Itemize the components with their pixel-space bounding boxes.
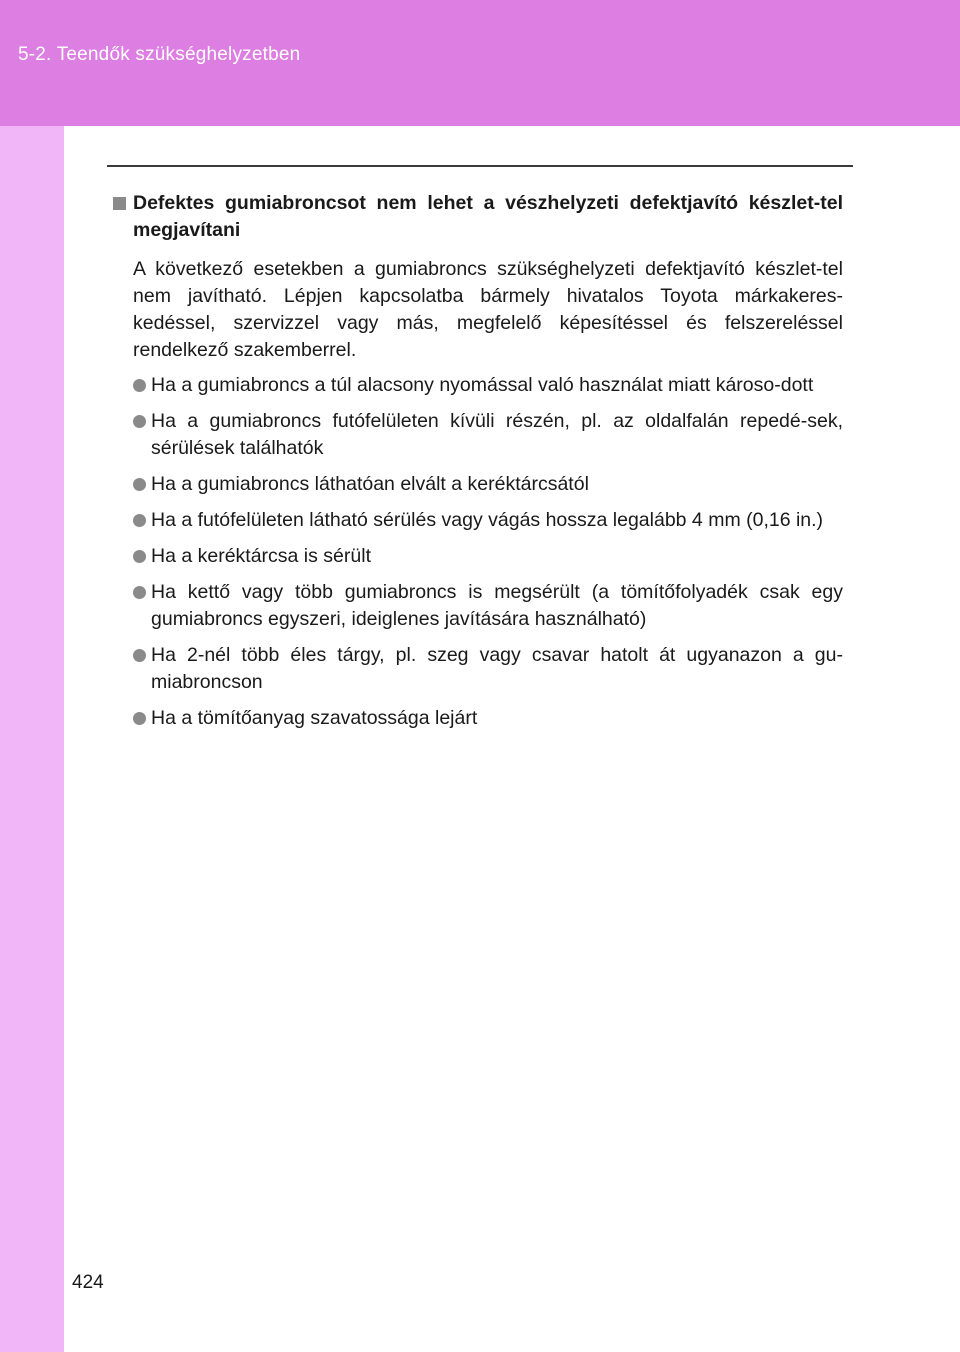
list-item [133,507,843,534]
list-item-text: Ha kettő vagy több gumiabroncs is megsérült (a tömítőfolyadék csak egy gumiabroncs egyszeri, ideiglenes javítására használható) [151,581,843,630]
list-item [133,372,843,399]
circle-bullet-icon [133,514,146,527]
list-item-text: Ha 2-nél több éles tárgy, pl. szeg vagy csavar hatolt át ugyanazon a gu-miabroncson [151,644,843,693]
circle-bullet-icon [133,478,146,491]
section-divider [107,165,853,167]
circle-bullet-icon [133,379,146,392]
header-band [0,0,960,126]
list-item [133,705,843,732]
circle-bullet-icon [133,712,146,725]
square-bullet-icon [113,197,126,210]
list-item-text: Ha a keréktárcsa is sérült [151,545,371,567]
list-item-text: Ha a gumiabroncs a túl alacsony nyomással való használat miatt károso-dott [151,374,814,396]
list-item-text: Ha a gumiabroncs láthatóan elvált a keréktárcsától [151,473,589,495]
section-heading-text: Defektes gumiabroncsot nem lehet a vészhelyzeti defektjavító készlet-tel megjavítani [133,192,843,241]
list-item [133,471,843,498]
list-item [133,579,843,633]
list-item [133,408,843,462]
circle-bullet-icon [133,586,146,599]
circle-bullet-icon [133,649,146,662]
list-item-text: Ha a futófelületen látható sérülés vagy vágás hossza legalább 4 mm (0,16 in.) [151,509,824,531]
circle-bullet-icon [133,415,146,428]
circle-bullet-icon [133,550,146,563]
section-heading [111,190,843,244]
side-band [0,126,64,1352]
list-item [133,642,843,696]
page-number: 424 [72,1272,104,1293]
condition-list [133,372,843,732]
list-item-text: Ha a tömítőanyag szavatossága lejárt [151,707,478,729]
intro-paragraph: A következő esetekben a gumiabroncs szükséghelyzeti defektjavító készlet-tel nem javítható. Lépjen kapcsolatba bármely hivatalos Toyota márkakeres-kedéssel, szervizzel vagy más, megfelelő képesítéssel és felszereléssel rendelkező szakemberrel. [133,258,843,361]
page-content [111,190,843,741]
chapter-section-title: 5-2. Teendők szükséghelyzetben [18,44,301,65]
list-item [133,543,843,570]
list-item-text: Ha a gumiabroncs futófelületen kívüli részén, pl. az oldalfalán repedé-sek, sérülések találhatók [151,410,843,459]
